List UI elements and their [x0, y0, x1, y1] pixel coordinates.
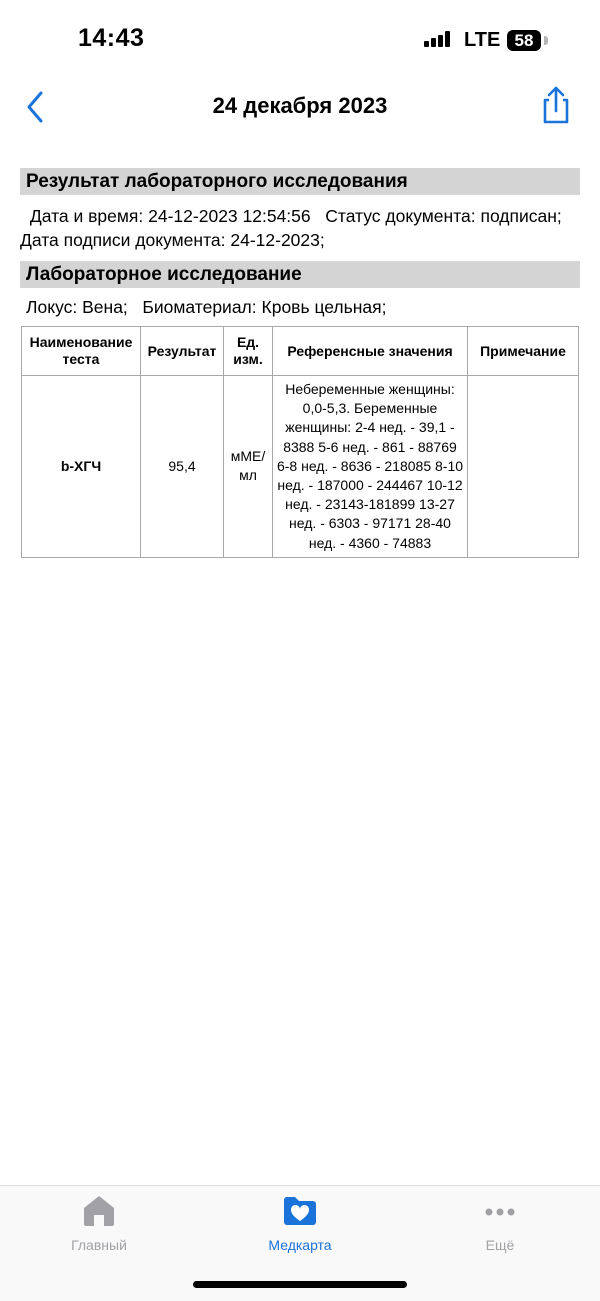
column-header-result: Результат	[141, 327, 224, 376]
page-title: 24 декабря 2023	[212, 93, 388, 118]
table-header-row	[22, 327, 579, 376]
tab-medcard[interactable]	[240, 1194, 360, 1253]
column-header-reference: Референсные значения	[273, 327, 468, 376]
back-button[interactable]	[20, 88, 60, 128]
locus-label: Локус:	[26, 297, 78, 317]
share-icon	[536, 84, 576, 128]
results-table	[21, 326, 579, 558]
biomaterial-label: Биоматериал:	[142, 297, 257, 317]
document-info	[20, 204, 580, 252]
column-header-note: Примечание	[468, 327, 579, 376]
datetime-label: Дата и время:	[29, 206, 144, 226]
signal-strength-icon	[424, 31, 454, 47]
result-cell: 95,4	[141, 376, 224, 558]
home-icon	[81, 1194, 117, 1228]
tab-home-label: Главный	[71, 1237, 127, 1253]
battery-icon: 58	[507, 30, 541, 51]
tab-medcard-label: Медкарта	[268, 1237, 332, 1253]
battery-cap	[544, 36, 548, 45]
sign-date-value: 24-12-2023;	[230, 230, 325, 250]
locus-value: Вена;	[82, 297, 128, 317]
locus-info	[26, 295, 580, 319]
note-cell	[468, 376, 579, 558]
column-header-test-name: Наименование теста	[22, 327, 141, 376]
lab-study-section-title: Лабораторное исследование	[20, 261, 580, 288]
medcard-folder-heart-icon	[282, 1194, 318, 1228]
share-button[interactable]	[536, 84, 576, 128]
document-content	[20, 168, 580, 558]
status-time: 14:43	[78, 24, 145, 52]
status-label: Статус документа:	[325, 206, 476, 226]
column-header-unit: Ед. изм.	[224, 327, 273, 376]
tab-more-label: Ещё	[485, 1237, 515, 1253]
nav-header	[0, 80, 600, 135]
biomaterial-value: Кровь цельная;	[261, 297, 387, 317]
lab-result-section-title: Результат лабораторного исследования	[20, 168, 580, 195]
table-row	[22, 376, 579, 558]
sign-date-label: Дата подписи документа:	[20, 230, 226, 250]
home-indicator[interactable]	[193, 1281, 407, 1288]
status-value: подписан;	[480, 206, 562, 226]
datetime-value: 24-12-2023 12:54:56	[148, 206, 311, 226]
tab-home[interactable]	[39, 1194, 159, 1253]
more-dots-icon	[482, 1194, 518, 1228]
unit-cell: мМЕ/мл	[224, 376, 273, 558]
chevron-left-icon	[20, 88, 60, 128]
tab-more[interactable]	[440, 1194, 560, 1253]
status-bar	[0, 0, 600, 80]
test-name-cell: b-ХГЧ	[22, 376, 141, 558]
network-type: LTE	[464, 29, 501, 51]
reference-cell: Небеременные женщины: 0,0-5,3. Беременные женщины: 2-4 нед. - 39,1 - 8388 5-6 нед. - 861 - 88769 6-8 нед. - 8636 - 218085 8-10 нед. - 187000 - 244467 10-12 нед. - 23143-181899 13-27 нед. - 6303 - 97171 28-40 нед. - 4360 - 74883	[273, 376, 468, 558]
